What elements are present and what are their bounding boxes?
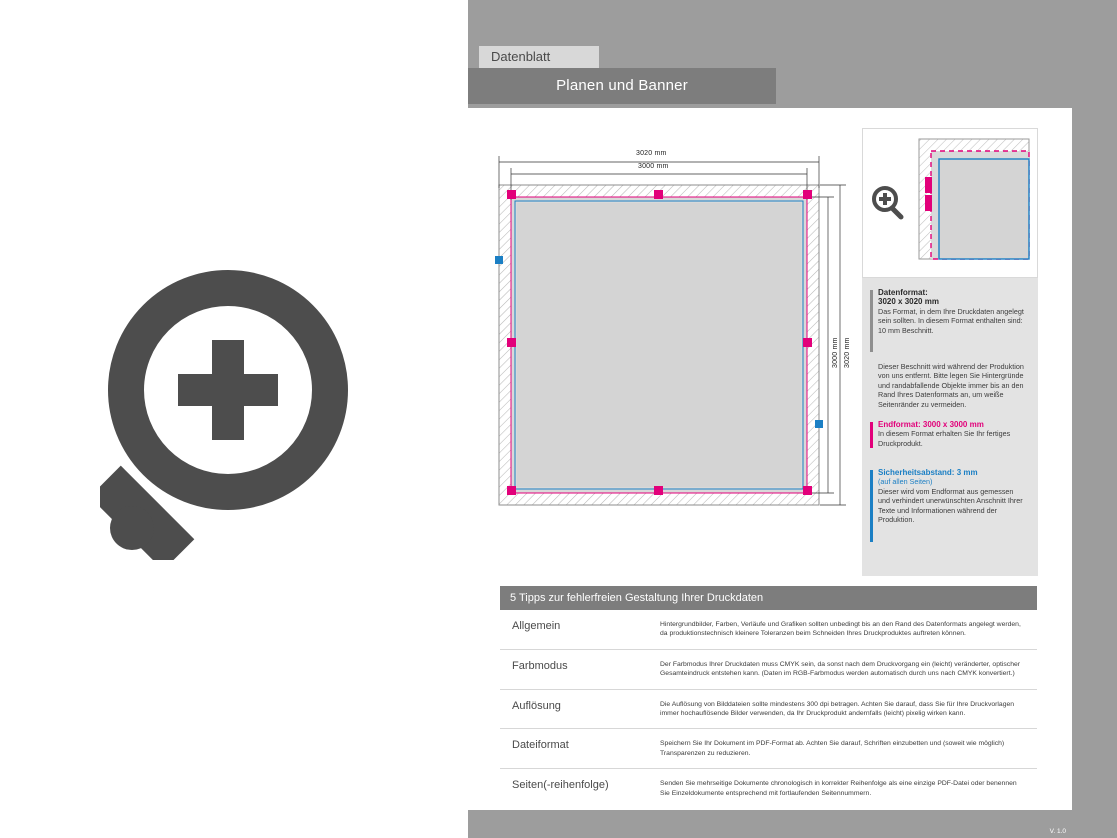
datasheet-page: [468, 0, 1117, 838]
legend-subheading-datenformat: 3020 x 3020 mm: [878, 297, 939, 307]
legend-text-datenformat: Das Format, in dem Ihre Druckdaten angelegt sein sollten. In diesem Format enthalten sind: 10 mm Beschnitt.: [878, 306, 1024, 335]
dim-top-inner: 3000 mm: [638, 163, 669, 170]
tips-term: Seiten(-reihenfolge): [512, 779, 609, 792]
legend-bar-sicherheitsabstand: [870, 470, 873, 542]
dim-top-outer: 3020 mm: [636, 150, 667, 157]
tips-header: 5 Tipps zur fehlerfreien Gestaltung Ihrer Druckdaten: [500, 586, 1037, 610]
legend-bar-endformat: [870, 422, 873, 448]
format-legend: [862, 278, 1038, 576]
legend-subheading-sicherheitsabstand: (auf allen Seiten): [878, 477, 933, 487]
tips-term: Dateiformat: [512, 739, 569, 752]
tips-text: Hintergrundbilder, Farben, Verläufe und Grafiken sollten unbedingt bis an den Rand des Datenformats angelegt werden, da produktionstechnisch kleinere Toleranzen beim Schneiden Ihres Druckproduktes auftreten können.: [660, 621, 1021, 638]
table-row: [500, 769, 1037, 808]
preview-illustration-pane: [0, 0, 468, 838]
tips-term: Auflösung: [512, 699, 561, 712]
datenblatt-tab: Datenblatt: [479, 46, 599, 68]
dim-side-outer: 3020 mm: [844, 337, 851, 368]
tips-text: Senden Sie mehrseitige Dokumente chronologisch in korrekter Reihenfolge als eine einzige PDF-Datei oder benennen Sie Einzeldokumente entsprechend mit fortlaufenden Seitennummern.: [660, 780, 1017, 797]
table-row: [500, 729, 1037, 769]
legend-text-beschnitt: Dieser Beschnitt wird während der Produktion von uns entfernt. Bitte legen Sie Hintergründe und randabfallende Objekte immer bis an den Rand Ihres Datenformats an, um weiße Seitenränder zu vermeiden.: [878, 362, 1024, 409]
tips-text: Der Farbmodus Ihrer Druckdaten muss CMYK sein, da sonst nach dem Druckvorgang ein (leicht) veränderter, optischer Gesamteindruck entstehen kann. (Daten im RGB-Farbmodus werden automatisch durch uns nach CMYK konvertiert.): [660, 660, 1021, 678]
legend-heading-datenformat: Datenformat:: [878, 288, 928, 297]
dim-side-inner: 3000 mm: [832, 337, 839, 368]
legend-heading-endformat: Endformat: 3000 x 3000 mm: [878, 420, 984, 429]
page-bottom-band: [468, 810, 1072, 838]
corner-detail-box: [862, 128, 1038, 278]
tips-text: Speichern Sie Ihr Dokument im PDF-Format ab. Achten Sie darauf, Schriften einzubetten und (soweit wie möglich) Transparenzen zu reduzieren.: [660, 740, 1005, 757]
tips-term: Farbmodus: [512, 659, 568, 672]
version-label: V. 1.0: [1049, 828, 1066, 835]
legend-heading-sicherheitsabstand: Sicherheitsabstand: 3 mm: [878, 468, 978, 477]
tips-text: Die Auflösung von Bilddateien sollte mindestens 300 dpi betragen. Achten Sie darauf, dass Sie für Ihre Druckvorlagen immer hochauflösende Bilder verwenden, da Ihr Druckprodukt andernfalls (leicht) pixelig wirken kann.: [660, 700, 1015, 718]
legend-text-sicherheitsabstand: Dieser wird vom Endformat aus gemessen und verhindert unerwünschten Anschnitt Ihrer Texte und Informationen während der Produktion.: [878, 486, 1023, 525]
table-row: [500, 650, 1037, 690]
format-drawing: [476, 128, 864, 558]
table-row: [500, 690, 1037, 730]
page-right-band: [1072, 0, 1117, 838]
legend-text-endformat: In diesem Format erhalten Sie Ihr fertiges Druckprodukt.: [878, 429, 1011, 448]
format-info-panel: [862, 128, 1038, 576]
tips-term: Allgemein: [512, 620, 561, 632]
table-row: [500, 610, 1037, 650]
legend-bar-datenformat: [870, 290, 873, 352]
magnifier-plus-icon: [100, 270, 356, 560]
page-title: Planen und Banner: [468, 68, 776, 104]
tips-table: [500, 586, 1037, 808]
